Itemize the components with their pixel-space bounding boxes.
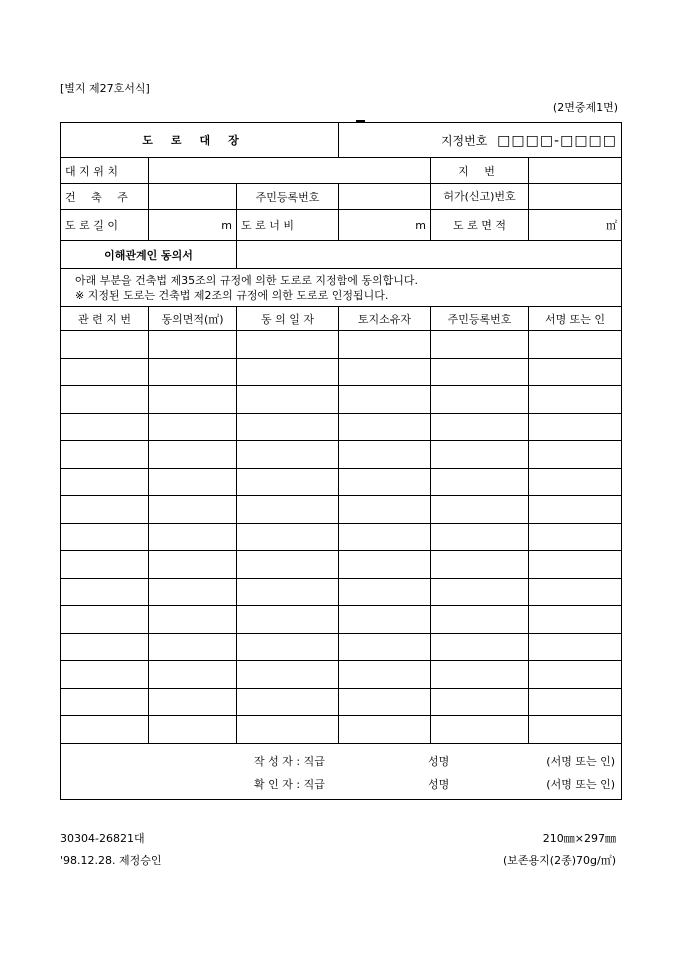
consent-cell[interactable] (149, 716, 237, 744)
consent-cell[interactable] (237, 578, 339, 606)
consent-cell[interactable] (149, 441, 237, 469)
consent-cell[interactable] (529, 386, 622, 414)
consent-cell[interactable] (149, 413, 237, 441)
consent-cell[interactable] (237, 413, 339, 441)
consent-cell[interactable] (237, 468, 339, 496)
consent-cell[interactable] (529, 606, 622, 634)
consent-cell[interactable] (529, 331, 622, 359)
consent-cell[interactable] (149, 661, 237, 689)
consent-cell[interactable] (61, 358, 149, 386)
consent-cell[interactable] (237, 331, 339, 359)
col-consent-area: 동의면적(㎡) (149, 307, 237, 331)
road-area-label: 도 로 면 적 (431, 210, 529, 241)
permit-number-label: 허가(신고)번호 (431, 184, 529, 210)
consent-cell[interactable] (237, 633, 339, 661)
consent-row (61, 606, 622, 634)
checker-name-label: 성명 (428, 777, 450, 791)
consent-cell[interactable] (529, 468, 622, 496)
road-length-label: 도 로 길 이 (61, 210, 149, 241)
consent-cell[interactable] (339, 633, 431, 661)
consent-cell[interactable] (529, 551, 622, 579)
col-lot-number: 관 련 지 번 (61, 307, 149, 331)
consent-cell[interactable] (237, 606, 339, 634)
consent-cell[interactable] (339, 661, 431, 689)
checker-label: 확 인 자 : 직급 (254, 777, 325, 791)
consent-cell[interactable] (237, 661, 339, 689)
page-info: (2면중제1면) (552, 101, 618, 114)
consent-cell[interactable] (237, 441, 339, 469)
consent-cell[interactable] (237, 688, 339, 716)
consent-cell[interactable] (529, 358, 622, 386)
consent-notice-line-1: 아래 부분을 건축법 제35조의 규정에 의한 도로로 지정함에 동의합니다. (75, 273, 418, 287)
consent-cell[interactable] (61, 441, 149, 469)
consent-row (61, 331, 622, 359)
consent-cell[interactable] (339, 551, 431, 579)
consent-cell[interactable] (149, 386, 237, 414)
consent-row (61, 716, 622, 744)
consent-cell[interactable] (431, 331, 529, 359)
consent-cell[interactable] (339, 688, 431, 716)
consent-cell[interactable] (237, 386, 339, 414)
consent-cell[interactable] (61, 633, 149, 661)
consent-cell[interactable] (237, 523, 339, 551)
consent-title-blank (237, 241, 622, 269)
consent-cell[interactable] (149, 358, 237, 386)
consent-cell[interactable] (431, 441, 529, 469)
consent-cell[interactable] (529, 633, 622, 661)
consent-row (61, 551, 622, 579)
consent-cell[interactable] (431, 551, 529, 579)
writer-name-label: 성명 (428, 754, 450, 768)
consent-cell[interactable] (339, 496, 431, 524)
consent-cell[interactable] (339, 716, 431, 744)
consent-rows (61, 331, 622, 744)
consent-cell[interactable] (149, 468, 237, 496)
form-number: [별지 제27호서식] (60, 82, 150, 95)
approval-date: '98.12.28. 제정승인 (60, 854, 162, 867)
consent-cell[interactable] (529, 413, 622, 441)
checker-sign-label: (서명 또는 인) (546, 777, 616, 791)
designation-value: □□□□-□□□□ (497, 132, 618, 149)
consent-cell[interactable] (237, 496, 339, 524)
consent-row (61, 523, 622, 551)
consent-cell[interactable] (149, 633, 237, 661)
consent-row (61, 441, 622, 469)
consent-row (61, 496, 622, 524)
consent-cell[interactable] (339, 578, 431, 606)
consent-cell[interactable] (149, 496, 237, 524)
owner-resident-no-label: 주민등록번호 (237, 184, 339, 210)
consent-cell[interactable] (339, 606, 431, 634)
consent-cell[interactable] (237, 551, 339, 579)
road-width-unit: m (339, 210, 431, 241)
road-ledger-form (60, 122, 622, 800)
consent-cell[interactable] (431, 688, 529, 716)
consent-cell[interactable] (431, 523, 529, 551)
consent-cell[interactable] (431, 606, 529, 634)
consent-cell[interactable] (529, 523, 622, 551)
consent-row (61, 386, 622, 414)
consent-cell[interactable] (529, 688, 622, 716)
lot-number-label: 지 번 (431, 158, 529, 184)
consent-cell[interactable] (431, 496, 529, 524)
consent-cell[interactable] (339, 331, 431, 359)
document-code: 30304-26821대 (60, 832, 145, 845)
consent-cell[interactable] (431, 358, 529, 386)
consent-cell[interactable] (529, 578, 622, 606)
consent-cell[interactable] (61, 661, 149, 689)
consent-cell[interactable] (61, 386, 149, 414)
permit-number-value[interactable] (529, 184, 622, 210)
consent-cell[interactable] (149, 523, 237, 551)
consent-cell[interactable] (339, 386, 431, 414)
owner-resident-no-value[interactable] (339, 184, 431, 210)
consent-cell[interactable] (61, 606, 149, 634)
site-location-value[interactable] (149, 158, 431, 184)
col-signature: 서명 또는 인 (529, 307, 622, 331)
consent-row (61, 633, 622, 661)
consent-row (61, 358, 622, 386)
consent-cell[interactable] (61, 578, 149, 606)
consent-header-row (61, 307, 622, 331)
consent-cell[interactable] (61, 413, 149, 441)
consent-cell[interactable] (339, 523, 431, 551)
consent-cell[interactable] (61, 551, 149, 579)
writer-sign-label: (서명 또는 인) (546, 754, 616, 768)
designation-number (339, 123, 622, 158)
consent-cell[interactable] (339, 358, 431, 386)
site-location-label: 대 지 위 치 (61, 158, 149, 184)
consent-cell[interactable] (431, 468, 529, 496)
consent-cell[interactable] (237, 358, 339, 386)
consent-row (61, 688, 622, 716)
owner-label: 건 축 주 (61, 184, 149, 210)
consent-row (61, 661, 622, 689)
consent-row (61, 468, 622, 496)
consent-notice (61, 269, 622, 307)
road-length-unit: m (149, 210, 237, 241)
signature-block (61, 743, 622, 799)
col-resident-no: 주민등록번호 (431, 307, 529, 331)
road-width-label: 도 로 너 비 (237, 210, 339, 241)
consent-cell[interactable] (61, 688, 149, 716)
road-area-unit: ㎡ (529, 210, 622, 241)
writer-label: 작 성 자 : 직급 (254, 754, 325, 768)
lot-number-value[interactable] (529, 158, 622, 184)
consent-cell[interactable] (61, 468, 149, 496)
form-title: 도로대장 (61, 123, 339, 158)
consent-cell[interactable] (149, 578, 237, 606)
consent-cell[interactable] (529, 496, 622, 524)
consent-cell[interactable] (61, 716, 149, 744)
consent-cell[interactable] (61, 331, 149, 359)
consent-cell[interactable] (339, 413, 431, 441)
consent-cell[interactable] (149, 331, 237, 359)
consent-cell[interactable] (529, 441, 622, 469)
designation-label: 지정번호 (440, 133, 488, 148)
consent-cell[interactable] (431, 661, 529, 689)
consent-cell[interactable] (61, 523, 149, 551)
col-land-owner: 토지소유자 (339, 307, 431, 331)
consent-cell[interactable] (339, 441, 431, 469)
consent-cell[interactable] (431, 386, 529, 414)
consent-row (61, 578, 622, 606)
consent-cell[interactable] (237, 716, 339, 744)
consent-cell[interactable] (149, 551, 237, 579)
paper-type: (보존용지(2종)70g/㎡) (503, 854, 616, 867)
consent-notice-line-2: ※ 지정된 도로는 건축법 제2조의 규정에 의한 도로로 인정됩니다. (75, 288, 389, 302)
paper-size: 210㎜×297㎜ (542, 832, 616, 845)
consent-cell[interactable] (149, 606, 237, 634)
consent-cell[interactable] (149, 688, 237, 716)
owner-value[interactable] (149, 184, 237, 210)
consent-cell[interactable] (431, 578, 529, 606)
consent-cell[interactable] (61, 496, 149, 524)
col-consent-date: 동 의 일 자 (237, 307, 339, 331)
consent-cell[interactable] (431, 633, 529, 661)
consent-cell[interactable] (529, 661, 622, 689)
consent-cell[interactable] (431, 413, 529, 441)
consent-cell[interactable] (339, 468, 431, 496)
consent-cell[interactable] (431, 716, 529, 744)
consent-title: 이해관계인 동의서 (61, 241, 237, 269)
consent-cell[interactable] (529, 716, 622, 744)
consent-row (61, 413, 622, 441)
